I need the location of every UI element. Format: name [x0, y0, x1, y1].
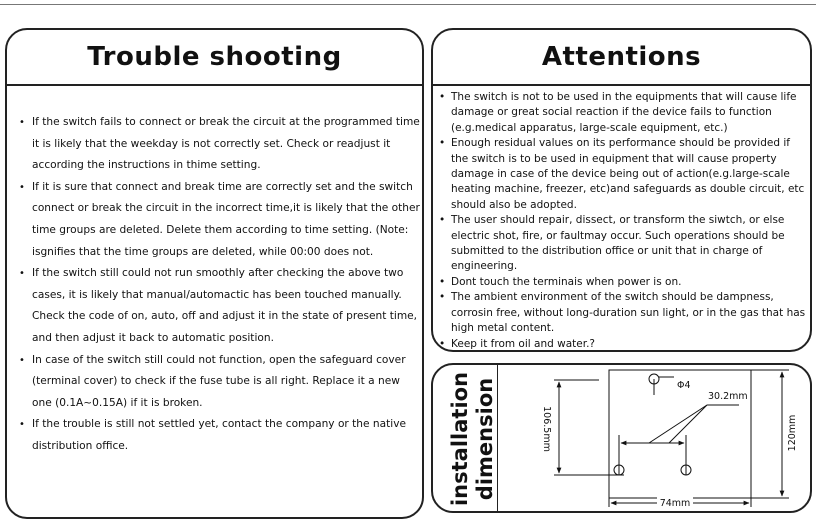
list-item [19, 414, 421, 457]
attentions-title: Attentions [433, 30, 810, 86]
attentions-panel [431, 28, 812, 352]
bullet-icon: • [19, 354, 25, 366]
mounting-diagram [499, 365, 810, 511]
list-item-text: Dont touch the terminais when power is on. [451, 275, 682, 288]
list-item [19, 350, 421, 415]
list-item-text: If it is sure that connect and break time are correctly set and the switch connect or break the circuit in the incorrect time,it is likely that the other time groups are deleted. Delete them according to time setting. (Note: isgnifies that the time groups are deleted, while 00:00 does not. [32, 180, 420, 258]
installation-title-line2: dimension [473, 377, 497, 501]
hole-spacing-label: 30.2mm [708, 391, 748, 402]
installation-dimension-title [437, 369, 499, 509]
installation-divider [497, 365, 498, 511]
bullet-icon: • [439, 137, 446, 150]
trouble-shooting-panel [5, 28, 424, 519]
list-item [19, 177, 421, 263]
list-item [439, 136, 807, 213]
list-item [19, 112, 421, 177]
list-item-text: If the switch fails to connect or break the circuit at the programmed time it is likely that the weekday is not correctly set. Check or readjust it according the instructions in thime setting. [32, 116, 420, 172]
list-item-text: If the switch still could not run smoothly after checking the above two cases, it is likely that manual/automactic has been touched manually. Check the code of on, auto, off and adjust it in the state of present time, and then adjust it back to automatic position. [32, 267, 418, 344]
list-item [439, 90, 807, 136]
inner-height-label: 106.5mm [541, 406, 552, 452]
list-item [439, 275, 807, 290]
bullet-icon: • [439, 291, 446, 304]
bullet-icon: • [439, 91, 446, 103]
list-item [439, 213, 807, 275]
hole-diameter-label: Φ4 [677, 380, 691, 391]
list-item-text: The switch is not to be used in the equipments that will cause life damage or great social reaction if the device fails to function (e.g.medical apparatus, large-scale equipment, etc.) [451, 91, 797, 134]
list-item [19, 263, 421, 349]
trouble-shooting-list [19, 112, 421, 458]
attentions-list [439, 90, 807, 352]
list-item-text: The ambient environment of the switch should be dampness, corrosin free, without long-duration sun light, or in the gas that has high metal content. [451, 291, 806, 335]
installation-dimension-panel [431, 363, 812, 513]
list-item-text: The user should repair, dissect, or transform the siwtch, or else electric shot, fire, or faultmay occur. Such operations should be submitted to the distribution office or unit that in charge of engineering. [451, 214, 785, 273]
list-item-text: If the trouble is still not settled yet, contact the company or the native distribution office. [32, 418, 406, 452]
width-label: 74mm [659, 498, 691, 509]
bullet-icon: • [19, 419, 25, 431]
installation-title-line1: installation [448, 371, 472, 507]
bullet-icon: • [439, 214, 446, 227]
list-item-text: Keep it from oil and water.? [451, 337, 595, 350]
outer-height-label: 120mm [787, 414, 798, 452]
bullet-icon: • [19, 268, 25, 280]
bullet-icon: • [19, 181, 25, 193]
bullet-icon: • [439, 275, 446, 288]
bullet-icon: • [439, 337, 446, 350]
list-item [439, 290, 807, 336]
trouble-shooting-title: Trouble shooting [7, 30, 422, 86]
top-rule [0, 4, 816, 5]
list-item-text: Enough residual values on its performance should be provided if the switch is to be used in equipment that will cause property damage in case of the device being out of action(e.g.large-scale heating machine, freezer, etc)and safeguards as double circuit, etc should also be adopted. [451, 137, 805, 211]
list-item [439, 337, 807, 352]
list-item-text: In case of the switch still could not function, open the safeguard cover (terminal cover) to check if the fuse tube is all right. Replace it a new one (0.1A~0.15A) if it is broken. [32, 353, 406, 409]
bullet-icon: • [19, 117, 25, 128]
